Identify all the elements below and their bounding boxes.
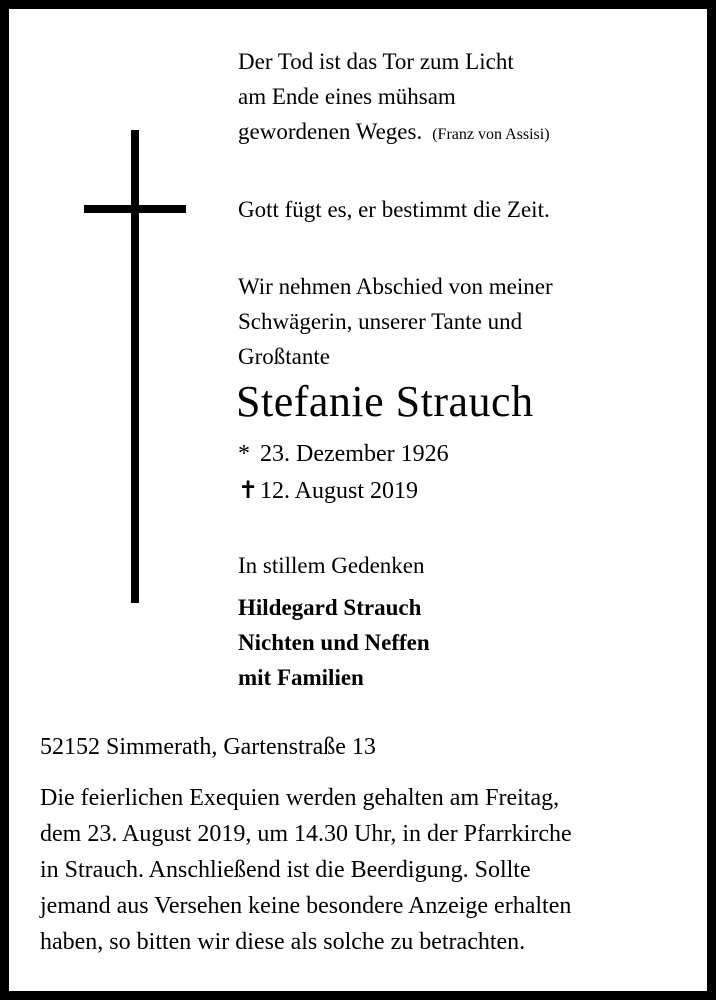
funeral-info-line: in Strauch. Anschließend ist die Beerdigung. Sollte	[40, 857, 531, 883]
birth-date-line	[238, 436, 678, 473]
motto	[238, 192, 678, 227]
mourners-list	[238, 590, 678, 695]
quote-line: Der Tod ist das Tor zum Licht	[238, 49, 514, 74]
memory-line	[238, 548, 678, 583]
funeral-info-line: jemand aus Versehen keine besondere Anzeige erhalten	[40, 893, 572, 919]
quote-attribution: (Franz von Assisi)	[432, 126, 550, 143]
funeral-info-line: dem 23. August 2019, um 14.30 Uhr, in der Pfarrkirche	[40, 821, 572, 847]
death-cross-icon: ✝	[238, 478, 259, 504]
death-date-line	[238, 473, 678, 510]
mourner-name: mit Familien	[238, 665, 364, 690]
quote-block	[238, 44, 678, 152]
life-dates	[238, 436, 678, 510]
farewell-block	[238, 269, 678, 374]
death-date: 12. August 2019	[260, 478, 419, 504]
cross-horizontal-bar	[84, 205, 186, 213]
address-text: 52152 Simmerath, Gartenstraße 13	[40, 734, 376, 760]
farewell-line: Schwägerin, unserer Tante und	[238, 309, 523, 334]
birth-date: 23. Dezember 1926	[260, 441, 449, 467]
funeral-info	[40, 780, 690, 960]
deceased-name: Stefanie Strauch	[236, 377, 534, 426]
funeral-info-line: Die feierlichen Exequien werden gehalten am Freitag,	[40, 785, 560, 811]
quote-line: am Ende eines mühsam	[238, 84, 456, 109]
funeral-info-line: haben, so bitten wir diese als solche zu betrachten.	[40, 929, 526, 955]
quote-line-text: gewordenen Weges.	[238, 119, 423, 144]
cross-vertical-bar	[131, 130, 139, 603]
memory-text: In stillem Gedenken	[238, 553, 425, 578]
motto-text: Gott fügt es, er bestimmt die Zeit.	[238, 197, 550, 222]
mourner-name: Hildegard Strauch	[238, 595, 422, 620]
mourner-name: Nichten und Neffen	[238, 630, 430, 655]
farewell-line: Wir nehmen Abschied von meiner	[238, 274, 553, 299]
address	[40, 729, 690, 765]
birth-star-icon: *	[238, 441, 250, 467]
farewell-line: Großtante	[238, 344, 330, 369]
quote-line	[238, 114, 678, 152]
